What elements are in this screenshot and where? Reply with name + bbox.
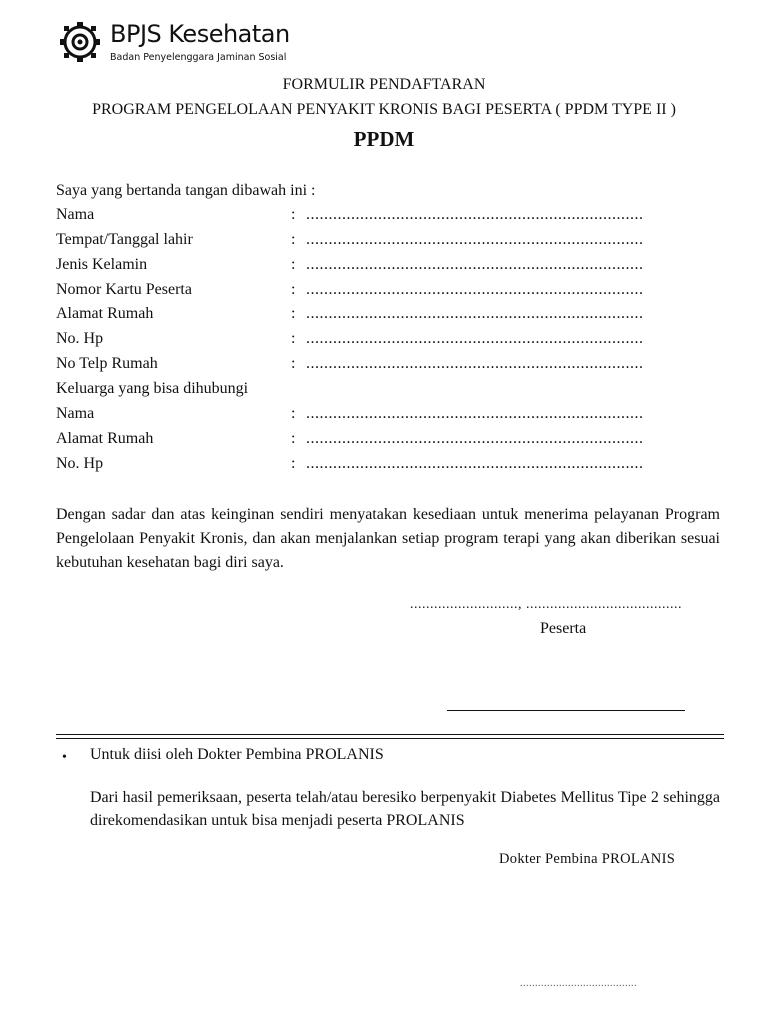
field-blank[interactable]: ........................................................................... [306, 231, 644, 248]
colon: : [291, 305, 296, 322]
divider-line [56, 738, 724, 739]
field-label: Tempat/Tanggal lahir [56, 231, 193, 248]
brand-tagline: Badan Penyelenggara Jaminan Sosial [110, 52, 287, 63]
doctor-section-heading: Untuk diisi oleh Dokter Pembina PROLANIS [90, 746, 384, 763]
field-label: No Telp Rumah [56, 355, 158, 372]
form-code: PPDM [353, 127, 415, 151]
field-row[interactable] [56, 355, 656, 380]
doctor-recommendation: Dari hasil pemeriksaan, peserta telah/atau beresiko berpenyakit Diabetes Mellitus Tipe 2 sehingga direkomendasikan untuk bisa menjadi peserta PROLANIS [90, 789, 720, 829]
colon: : [291, 355, 296, 372]
colon: : [291, 455, 296, 472]
doctor-signature-blank[interactable]: ....................................... [520, 978, 637, 989]
family-heading: Keluarga yang bisa dihubungi [56, 380, 249, 397]
field-row[interactable] [56, 281, 656, 306]
field-row[interactable] [56, 231, 656, 256]
bpjs-emblem-icon [60, 20, 100, 64]
colon: : [291, 330, 296, 347]
program-title: PROGRAM PENGELOLAAN PENYAKIT KRONIS BAGI PESERTA ( PPDM TYPE II ) [92, 101, 676, 118]
colon: : [291, 430, 296, 447]
bullet-icon: • [62, 750, 67, 765]
field-blank[interactable]: ........................................................................... [306, 281, 644, 298]
field-blank[interactable]: ........................................................................... [306, 355, 644, 372]
intro-text: Saya yang bertanda tangan dibawah ini : [56, 182, 316, 199]
colon: : [291, 281, 296, 298]
field-blank[interactable]: ........................................................................... [306, 206, 644, 223]
field-row[interactable] [56, 305, 656, 330]
signature-line[interactable] [447, 710, 685, 711]
field-label: Nama [56, 405, 95, 422]
divider-line [56, 734, 724, 735]
field-row[interactable] [56, 405, 656, 430]
place-date-blank[interactable]: ..........................., ....................................... [410, 597, 682, 612]
colon: : [291, 256, 296, 273]
field-label: Alamat Rumah [56, 305, 154, 322]
bpjs-logo [60, 20, 300, 68]
colon: : [291, 405, 296, 422]
colon: : [291, 231, 296, 248]
field-blank[interactable]: ........................................................................... [306, 305, 644, 322]
consent-statement: Dengan sadar dan atas keinginan sendiri menyatakan kesediaan untuk menerima pelayanan Program Pengelolaan Penyakit Kronis, dan akan menjalankan setiap program terapi yang akan diberikan sesuai kebutuhan kesehatan bagi diri saya. [56, 506, 720, 571]
colon: : [291, 206, 296, 223]
field-blank[interactable]: ........................................................................... [306, 330, 644, 347]
field-blank[interactable]: ........................................................................... [306, 455, 644, 472]
field-row[interactable] [56, 206, 656, 231]
field-blank[interactable]: ........................................................................... [306, 256, 644, 273]
field-row[interactable] [56, 455, 656, 480]
form-title: FORMULIR PENDAFTARAN [282, 76, 486, 93]
field-label: No. Hp [56, 455, 104, 472]
field-label: Jenis Kelamin [56, 256, 148, 273]
field-row[interactable] [56, 430, 656, 455]
field-blank[interactable]: ........................................................................... [306, 430, 644, 447]
signer-role: Peserta [540, 620, 587, 637]
field-row[interactable] [56, 256, 656, 281]
field-label: Nomor Kartu Peserta [56, 281, 192, 298]
field-label: Alamat Rumah [56, 430, 154, 447]
field-label: Nama [56, 206, 95, 223]
doctor-signer: Dokter Pembina PROLANIS [499, 851, 676, 867]
brand-name: BPJS Kesehatan [110, 20, 290, 48]
field-label: No. Hp [56, 330, 104, 347]
field-blank[interactable]: ........................................................................... [306, 405, 644, 422]
field-row[interactable] [56, 330, 656, 355]
